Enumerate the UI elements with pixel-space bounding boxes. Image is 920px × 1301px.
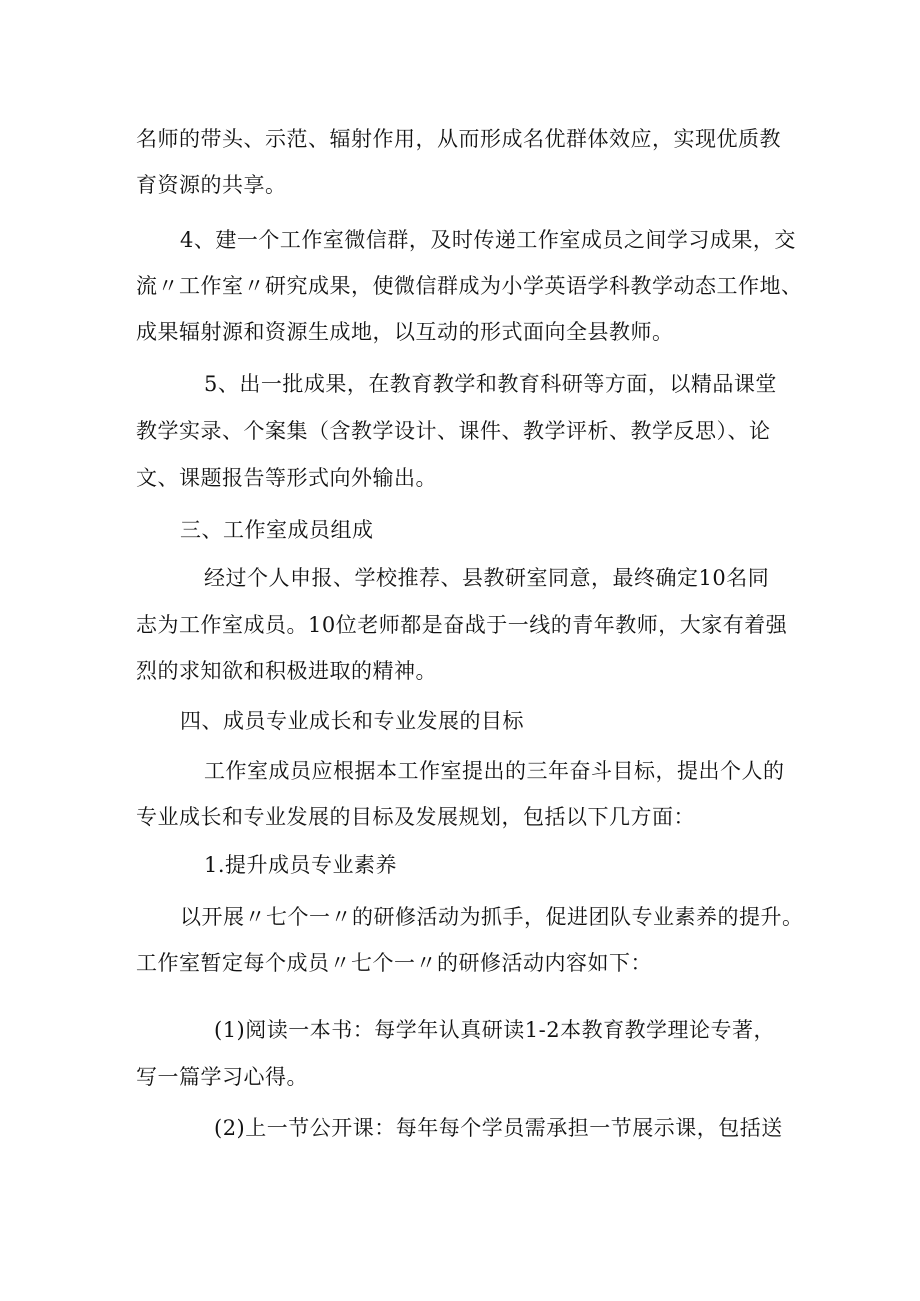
- paragraph-9-line-1: 以开展〃七个一〃的研修活动为抓手，促进团队专业素养的提升。: [180, 905, 804, 929]
- paragraph-1-line-1: 名师的带头、示范、辐射作用，从而形成名优群体效应，实现优质教: [136, 127, 781, 151]
- list-item-1-line-2: 写一篇学习心得。: [136, 1065, 308, 1089]
- paragraph-5-line-2: 志为工作室成员。10位老师都是奋战于一线的青年教师，大家有着强: [136, 613, 788, 637]
- paragraph-2-line-1: 4、建一个工作室微信群，及时传递工作室成员之间学习成果，交: [180, 228, 796, 252]
- paragraph-5-line-3: 烈的求知欲和积极进取的精神。: [136, 659, 437, 683]
- section-heading-members: 三、工作室成员组成: [180, 518, 374, 542]
- paragraph-5-line-1: 经过个人申报、学校推荐、县教研室同意，最终确定10名同: [204, 566, 770, 590]
- subheading-improve-literacy: 1.提升成员专业素养: [204, 853, 398, 877]
- paragraph-2-line-3: 成果辐射源和资源生成地，以互动的形式面向全县教师。: [136, 320, 674, 344]
- paragraph-2-line-2: 流〃工作室〃研究成果，使微信群成为小学英语学科教学动态工作地、: [136, 274, 803, 298]
- paragraph-3-line-2: 教学实录、个案集（含教学设计、课件、教学评析、教学反思）、论: [136, 419, 771, 443]
- paragraph-7-line-1: 工作室成员应根据本工作室提出的三年奋斗目标，提出个人的: [204, 759, 785, 783]
- paragraph-7-line-2: 专业成长和专业发展的目标及发展规划，包括以下几方面：: [136, 805, 695, 829]
- list-item-2-line-1: (2)上一节公开课：每年每个学员需承担一节展示课，包括送: [214, 1116, 783, 1140]
- section-heading-goals: 四、成员专业成长和专业发展的目标: [180, 709, 524, 733]
- paragraph-3-line-3: 文、课题报告等形式向外输出。: [136, 466, 437, 490]
- paragraph-9-line-2: 工作室暂定每个成员〃七个一〃的研修活动内容如下：: [136, 951, 652, 975]
- paragraph-3-line-1: 5、出一批成果，在教育教学和教育科研等方面，以精品课堂: [204, 372, 777, 396]
- paragraph-1-line-2: 育资源的共享。: [136, 173, 287, 197]
- list-item-1-line-1: (1)阅读一本书：每学年认真研读1-2本教育教学理论专著，: [214, 1018, 776, 1042]
